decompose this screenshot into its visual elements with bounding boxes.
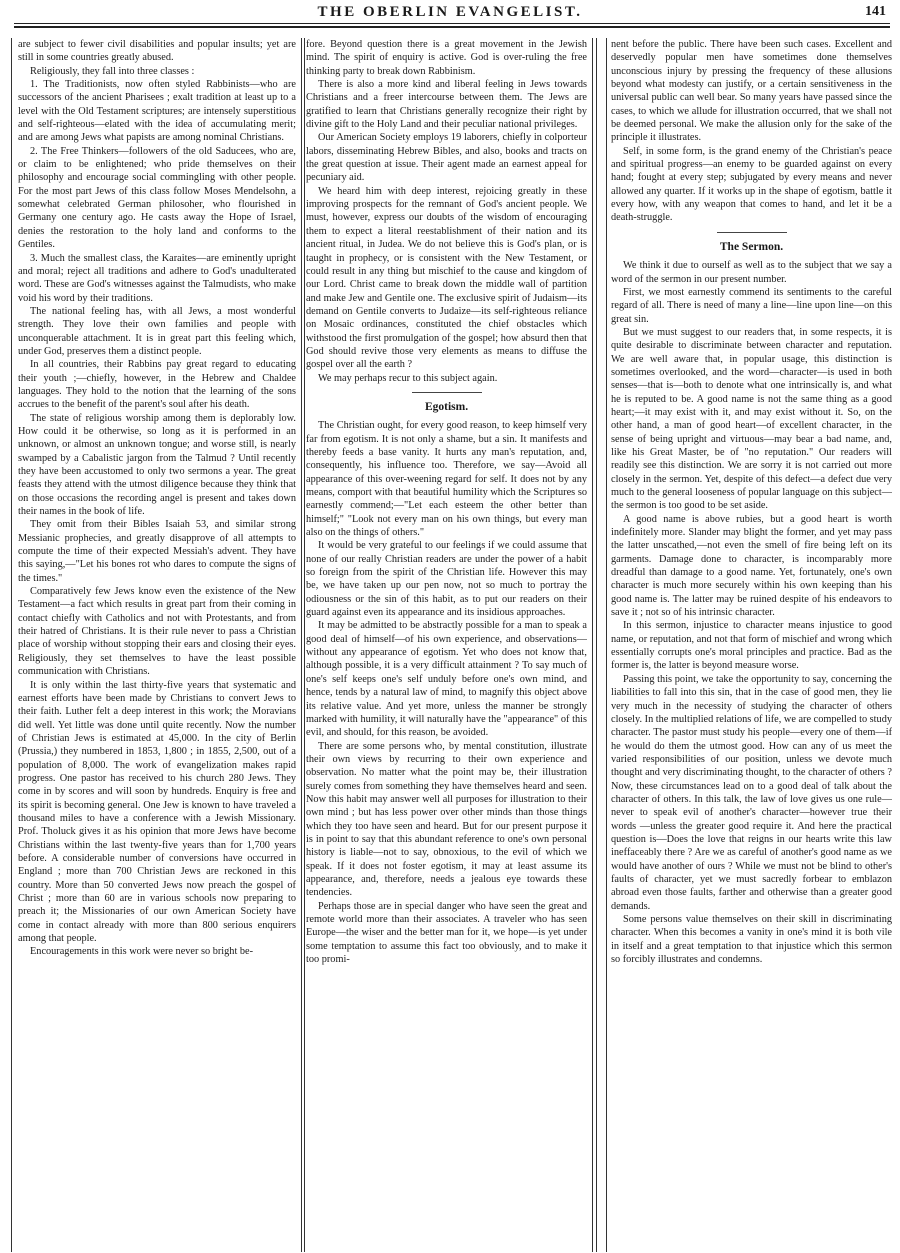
page-header (0, 0, 900, 22)
paragraph: Perhaps those are in special danger who have seen the great and remote world more than their associates. A traveler who has seen Europe—the wiser and the better man for it, we hope—is yet under some temptation to assume this fact too obviously, and to make it too promi- (306, 900, 587, 966)
paragraph: fore. Beyond question there is a great movement in the Jewish mind. The spirit of enquiry is active. God is over-ruling the free thinking party to break down Rabbinism. (306, 39, 587, 77)
paragraph: First, we most earnestly commend its sentiments to the careful regard of all. There is need of many a line—line upon line—on this great sin. (611, 286, 892, 325)
paragraph: We heard him with deep interest, rejoicing greatly in these improving prospects for the remnant of God's ancient people. We must, however, express our doubts of the wisdom of encouraging them to expect a literal reestablishment of their nation and its ancient ritual, in Judea. We do not believe this is God's plan, or is taught in prophecy, or is consistent with the New Testament, or could result in any thing but mischief to the cause and kingdom of our Lord. Christ came to break down the middle wall of partition and make Jew and Gentile one. The exclusive spirit of Judaism—its demand on Gentile converts to Judaize—its self-righteous reliance on Mosaic ordinances, constituted the chief obstacles which withstood the first promulgation of the gospel; how absurd then that God should revive those very elements as means to diffuse the gospel over all the earth ? (306, 185, 587, 371)
paragraph: are subject to fewer civil disabilities and popular insults; yet are still in some countries greatly abused. (18, 39, 296, 64)
paragraph: A good name is above rubies, but a good heart is worth indefinitely more. Slander may blight the former, and yet may pass the latter unscathed,—not even the smell of fire being left on its garments. Damage done to character, is incomparably more dreadful than damage to a good name. Yet, fortunately, one's own character is much more securely within his own keeping than his good name is. The latter may be ruined despite of his endeavors to save it ; not so of his intrinsic character. (611, 513, 892, 619)
paragraph: Self, in some form, is the grand enemy of the Christian's peace and spiritual progress—an enemy to be guarded against on every hand; fought at every step; subjugated by every means and never allowed any quarter. If it works up in the shape of egotism, battle it every how, with any weapon that comes to hand, and let it be a death-struggle. (611, 145, 892, 224)
column-3 (611, 38, 892, 1250)
page-number: 141 (865, 4, 886, 19)
column-1 (18, 38, 296, 1250)
paragraph: The Christian ought, for every good reason, to keep himself very far from egotism. It is not only a shame, but a sin. It manifests and thereby feeds a base vanity. It hurts any man's reputation, and, consequently, his influence too. Therefore, we say—Avoid all appearance of this over-weening regard for self. It does not by any means, comport with that beautiful humility which the Scriptures so earnestly commend;—"Let each esteem the other better than himself;" "Look not every man on his own things, but every man also on the things of others." (306, 420, 587, 539)
paragraph: There is also a more kind and liberal feeling in Jews towards Christians and a freer intercourse between them. The Jews are gratified to learn that Christians generally recognize their right by divine gift to the Holy Land and their peculiar national privileges. (306, 79, 587, 131)
column-rule (606, 38, 607, 1252)
column-2 (306, 38, 587, 1250)
paragraph: The state of religious worship among them is deplorably low. How could it be otherwise, so long as it is performed in an unknown, or almost an unknown tongue; and worse still, is nearly swamped by a Cabalistic jargon from the Talmud ? Until recently they have been accustomed to only two sermons a year. The great feasts they attend with the utmost diligence because they think that on those occasions the recording angel is present and takes down their names in the book of life. (18, 412, 296, 518)
paragraph: nent before the public. There have been such cases. Excellent and deservedly popular men have sometimes done themselves unconscious injury by pressing the frequency of these allusions beyond what modesty can justify, or a certain sensitiveness in the universal public can well bear. So many years have passed since the cases, to which we allude for illustration occurred, that we shall not be deemed personal. We make the allusion only for the sake of the principle it illustrates. (611, 39, 892, 144)
paragraph: Passing this point, we take the opportunity to say, concerning the liabilities to fall into this sin, that in the case of good men, they lie very much in the necessity of studying the character of others closely. In the multiplied relations of life, we are compelled to study character. The pastor must study his people—every one of them—if he would do them the utmost good. How can any of us meet the varied responsibilities of our position, unless we devote much thought and very discriminating thought, to the character of others ? Now, these circumstances lead on to a good deal of talk about the character of others. In this talk, the law of love gives us one rule—never to speak evil of another's character—however true their words —unless the greater good require it. And here the practical question is—Does the love that reigns in our hearts write this law ineffaceably there ? Are we as careful of another's good name as we would have another of ours ? While we must not be blind to other's faults of character, yet we must sacredly forbear to emblazon abroad even those faults, farther and otherwise than a greater good demands. (611, 673, 892, 912)
paragraph: Some persons value themselves on their skill in discriminating character. When this becomes a vanity in one's mind it is both vile in itself and a great temptation to that injustice which this sermon so forcibly illustrates and condemns. (611, 914, 892, 966)
column-rule (11, 38, 12, 1252)
paragraph: 1. The Traditionists, now often styled Rabbinists—who are successors of the ancient Pharisees ; exalt tradition at least up to a level with the Old Testament scriptures; are intensely superstitious and self-righteous—elated with the idea of accumulating merit; and are among Jews what papists are among nominal Christians. (18, 79, 296, 144)
paragraph: We think it due to ourself as well as to the subject that we say a word of the sermon in our present number. (611, 260, 892, 285)
column-rule (304, 38, 305, 1252)
paragraph: 3. Much the smallest class, the Karaites—are eminently upright and moral; reject all traditions and adhere to God's unadulterated word. These are God's witnesses against the Talmudists, who make void his word by their traditions. (18, 252, 296, 304)
paragraph: It would be very grateful to our feelings if we could assume that none of our really Christian readers are under the power of a habit so foreign from the spirit of the Christian life. However this may be, we have taken up our pen now, not so much to portray the odiousness or the sin of this habit, as to put our readers on their guard against even its appearance and its insidious approaches. (306, 540, 587, 619)
section-divider (412, 392, 482, 393)
article-heading-egotism: Egotism. (424, 400, 469, 413)
header-rule-thick (14, 26, 890, 28)
paragraph: Our American Society employs 19 laborers, chiefly in colporteur labors, disseminating Hebrew Bibles, and also, books and tracts on the great question at issue. Their agent made an earnest appeal for pecuniary aid. (306, 132, 587, 184)
paragraph: 2. The Free Thinkers—followers of the old Saducees, who are, or claim to be enlightened; who pride themselves on their philosophy and encourage social commingling with other people. For the most part Jews of this class follow Moses Mendelsohn, a somewhat celebrated German philosoher, who flourished in Germany one century ago. He casts away the Hope of Israel, denies the restoration to the holy land and conforms to the Gentiles. (18, 145, 296, 251)
paragraph: Comparatively few Jews know even the existence of the New Testament—a fact which results in great part from their coming in contact chiefly with Catholics and not with Protestants, and from their hatred of Christians. It is their rule never to pass a Christian place of worship without stopping their ears and closing their eyes. Religiously, they set themselves to have the least possible communication with Christians. (18, 586, 296, 678)
section-divider (717, 232, 787, 233)
column-rule (592, 38, 593, 1252)
column-rule (301, 38, 302, 1252)
paragraph: There are some persons who, by mental constitution, illustrate their own views by recurring to their own experience and observation. No matter what the point may be, their illustration surely comes from something they have themselves heard and seen. Now this habit may answer well all purposes for illustration to their own mind ; but has less power over other minds than those things which they too have seen and heard. But for our present purpose it is in point to say that this abundant reference to one's own personal history is liable—not to say, obnoxious, to the evil of which we speak. If it does not foster egotism, it may at least assume its appearance, and, therefore, needs a jealous eye towards these tendencies. (306, 740, 587, 899)
article-heading-sermon: The Sermon. (719, 240, 784, 253)
paragraph: It is only within the last thirty-five years that systematic and earnest efforts have been made by Christians to convert Jews to their faith. Luther felt a deep interest in this work; the Moravians did well. Yet little was done until quite recently. Now the number of Christian Jews is estimated at 45,000. In the city of Berlin (Prussia,) they numbered in 1853, 1,800 ; in 1855, 2,500, out of a population of 8,000. The work of evangelization makes rapid progress. One pastor has received to his church 280 Jews. They come in by scores and will soon by hundreds. Enquiry is free and its spirit is becoming general. One Jew is known to have traveled a thousand miles to have a conference with a Jewish Missionary. Prof. Tholuck gives it as his opinion that more Jews have become Christians within the last twenty-five years than for 1,700 years before. A considerable number of conversions have occurred in England ; more than 700 Christian Jews are reckoned in this country. More than 50 converted Jews now preach the gospel of Christ ; more than 60 are in various schools now preparing to preach it; the Missionaries of our own American Society have come in contact already with more than 800 serious enquirers among that people. (18, 679, 296, 945)
paragraph: Encouragements in this work were never so bright be- (30, 946, 254, 958)
paragraph: Religiously, they fall into three classes : (30, 65, 195, 77)
paragraph: The national feeling has, with all Jews, a most wonderful strength. They love their own families and people with unconquerable attachment. It is in great part this feeling which, under God, preserves them a distinct people. (18, 305, 296, 357)
paragraph: In all countries, their Rabbins pay great regard to educating their youth ;—chiefly, however, in the Hebrew and Chaldee languages. They hold to the notion that the learning of the sons accrues to the benefit of the parent's soul after his death. (18, 359, 296, 411)
header-rule (14, 23, 890, 24)
paragraph: They omit from their Bibles Isaiah 53, and similar strong Messianic prophecies, and greatly disapprove of all attempts to compute the time of their expected Messiah's advent. They have this saying,—"Let his bones rot who dares to compute the signs of the times." (18, 519, 296, 584)
paragraph: It may be admitted to be abstractly possible for a man to speak a good deal of himself—of his own experience, and observations—without any appearance of egotism. Yet who does not know that, although possible, it is a very difficult attainment ? To say much of one's self keeps one's self unduly before one's own mind, and hence, tends by a natural law of mind, to magnify this object above its relative value. And yet more, unless the manner be strongly marked with humility, it will naturally have the "appearance" of this evil, and should, for this reason, be avoided. (306, 620, 587, 739)
paragraph: But we must suggest to our readers that, in some respects, it is quite desirable to discriminate between character and reputation. We are well aware that, in popular usage, this distinction is sometimes overlooked, and the word—character—is used in both senses—that is—both to denote what one intrinsically is, and what he is reputed to be. A good name is not the same thing as a good heart;—it may exist with it, and may exist without it. So, on the other hand, a man of good heart—of excellent character, in the sense of being upright and virtuous—may bear a bad name, and, like his Great Master, be of "no reputation." Our readers will readily see this distinction. We are sorry it is not carried out more closely in the sermon. Yet, despite of this defect—a defect due very much to the general looseness of popular language on this subject—the sermon is too good to be set aside. (611, 326, 892, 512)
paragraph: We may perhaps recur to this subject again. (318, 372, 498, 384)
newspaper-title: THE OBERLIN EVANGELIST. (317, 4, 583, 20)
column-rule (596, 38, 597, 1252)
paragraph: In this sermon, injustice to character means injustice to good name, or reputation, and not that form of mischief and wrong which essentially corrupts one's moral principles and practice. Bad as the former is, the latter is beyond measure worse. (611, 620, 892, 672)
